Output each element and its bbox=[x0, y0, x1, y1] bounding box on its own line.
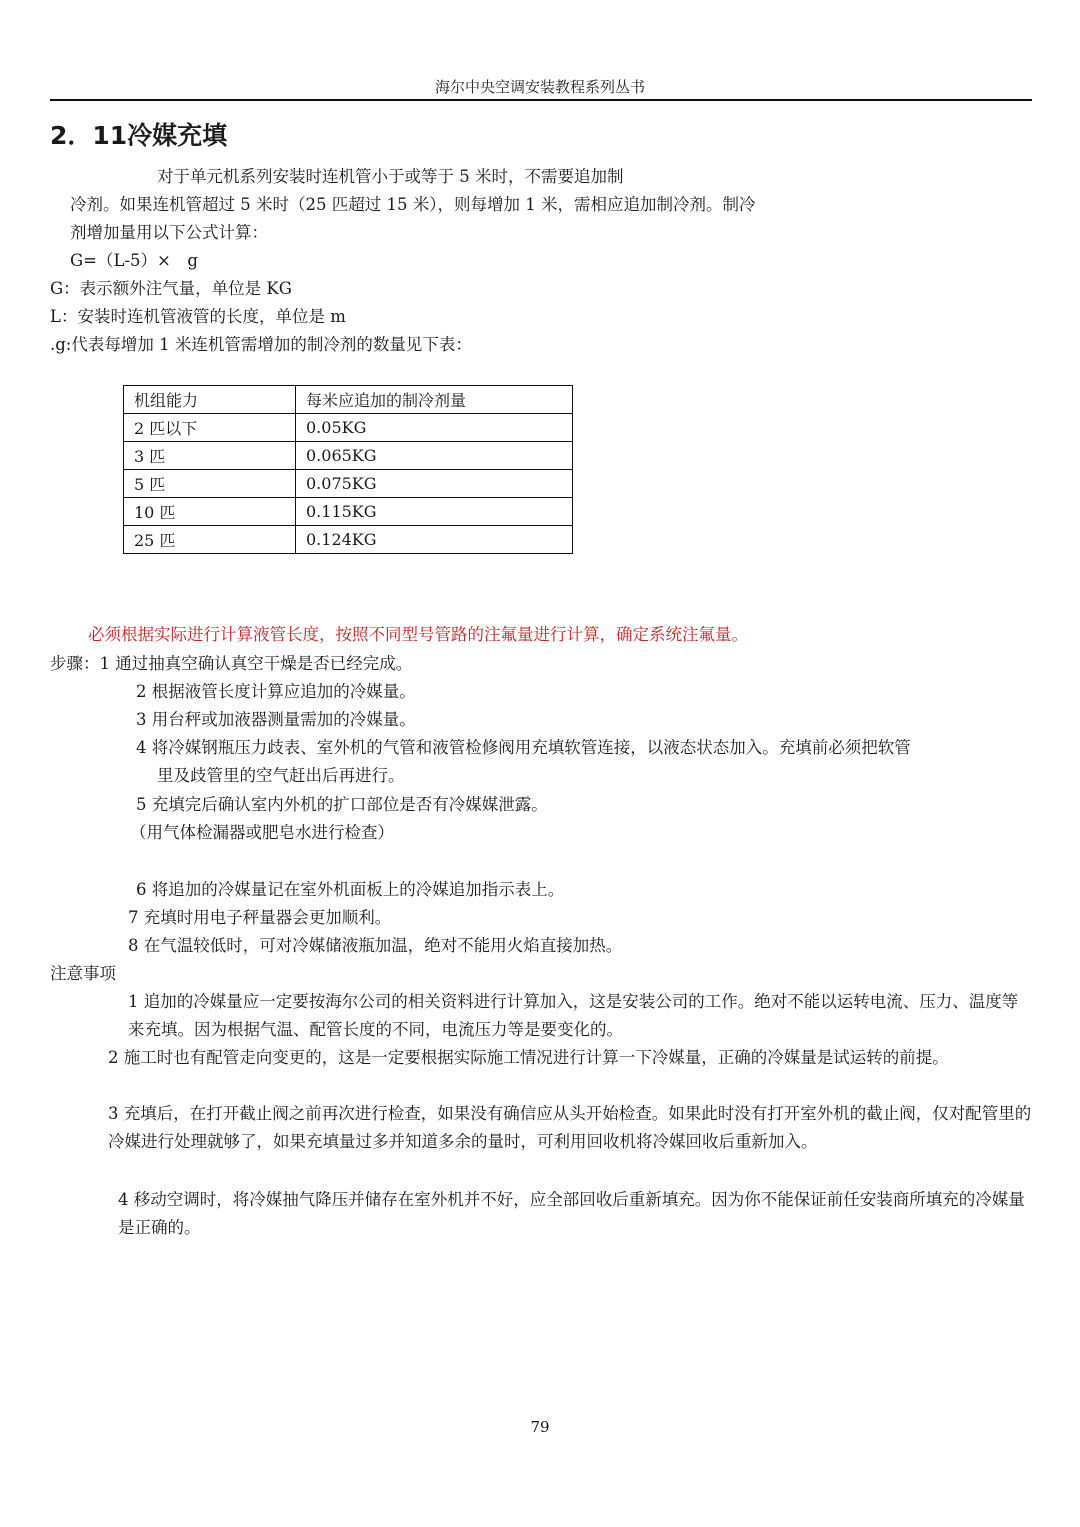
table-cell: 2 匹以下 bbox=[124, 414, 296, 442]
table-cell: 0.124KG bbox=[296, 526, 573, 554]
table-row bbox=[124, 498, 573, 526]
note-2: 2 施工时也有配管走向变更的，这是一定要根据实际施工情况进行计算一下冷媒量，正确的冷媒量是试运转的前提。 bbox=[108, 1048, 949, 1067]
definition-g: G：表示额外注气量，单位是 KG bbox=[50, 279, 292, 298]
table-cell: 5 匹 bbox=[124, 470, 296, 498]
table-header-row bbox=[124, 386, 573, 414]
table-cell: 0.065KG bbox=[296, 442, 573, 470]
header-rule bbox=[50, 99, 1032, 101]
refrigerant-table bbox=[123, 385, 573, 554]
step-1: 步骤：1 通过抽真空确认真空干燥是否已经完成。 bbox=[50, 654, 413, 673]
table-row bbox=[124, 442, 573, 470]
step-8: 8 在气温较低时，可对冷媒储液瓶加温，绝对不能用火焰直接加热。 bbox=[128, 936, 623, 955]
table-cell: 0.075KG bbox=[296, 470, 573, 498]
intro-line-2: 冷剂。如果连机管超过 5 米时（25 匹超过 15 米），则每增加 1 米，需相应追加制冷剂。制冷 bbox=[70, 195, 756, 214]
intro-line-1: 对于单元机系列安装时连机管小于或等于 5 米时，不需要追加制 bbox=[157, 167, 624, 186]
definition-small-g: .g:代表每增加 1 米连机管需增加的制冷剂的数量见下表： bbox=[50, 335, 472, 354]
note-4: 4 移动空调时，将冷媒抽气降压并储存在室外机并不好，应全部回收后重新填充。因为你不能保证前任安装商所填充的冷媒量是正确的。 bbox=[118, 1190, 1025, 1237]
note-1: 1 追加的冷媒量应一定要按海尔公司的相关资料进行计算加入，这是安装公司的工作。绝对不能以运转电流、压力、温度等来充填。因为根据气温、配管长度的不同，电流压力等是要变化的。 bbox=[128, 992, 1019, 1039]
table-cell: 25 匹 bbox=[124, 526, 296, 554]
step-5-cont: （用气体检漏器或肥皂水进行检查） bbox=[130, 823, 394, 842]
note-3: 3 充填后，在打开截止阀之前再次进行检查，如果没有确信应从头开始检查。如果此时没有打开室外机的截止阀，仅对配管里的冷媒进行处理就够了，如果充填量过多并知道多余的量时，可利用回收机将冷媒回收后重新加入。 bbox=[108, 1104, 1032, 1151]
table-header-cell: 机组能力 bbox=[124, 386, 296, 414]
step-2: 2 根据液管长度计算应追加的冷媒量。 bbox=[136, 682, 416, 701]
running-header: 海尔中央空调安装教程系列丛书 bbox=[434, 78, 645, 96]
section-title: 2．11冷媒充填 bbox=[50, 121, 228, 150]
table-cell: 3 匹 bbox=[124, 442, 296, 470]
intro-line-3: 剂增加量用以下公式计算： bbox=[70, 223, 268, 242]
step-7: 7 充填时用电子秤量器会更加顺利。 bbox=[128, 908, 392, 927]
table-row bbox=[124, 526, 573, 554]
page-number: 79 bbox=[530, 1418, 550, 1436]
notes-heading: 注意事项 bbox=[50, 964, 116, 983]
table-cell: 0.05KG bbox=[296, 414, 573, 442]
step-3: 3 用台秤或加液器测量需加的冷媒量。 bbox=[136, 710, 416, 729]
table-cell: 10 匹 bbox=[124, 498, 296, 526]
step-6: 6 将追加的冷媒量记在室外机面板上的冷媒追加指示表上。 bbox=[136, 880, 565, 899]
table-cell: 0.115KG bbox=[296, 498, 573, 526]
formula: G=（L-5）× g bbox=[70, 251, 198, 270]
table-row bbox=[124, 414, 573, 442]
step-4-cont: 里及歧管里的空气赶出后再进行。 bbox=[157, 766, 405, 785]
step-4: 4 将冷媒钢瓶压力歧表、室外机的气管和液管检修阀用充填软管连接，以液态状态加入。充填前必须把软管 bbox=[136, 738, 911, 757]
table-row bbox=[124, 470, 573, 498]
warning-text: 必须根据实际进行计算液管长度，按照不同型号管路的注氟量进行计算，确定系统注氟量。 bbox=[88, 625, 748, 644]
table-header-cell: 每米应追加的制冷剂量 bbox=[296, 386, 573, 414]
step-5: 5 充填完后确认室内外机的扩口部位是否有冷媒媒泄露。 bbox=[136, 795, 548, 814]
definition-l: L：安装时连机管液管的长度，单位是 m bbox=[50, 307, 346, 326]
